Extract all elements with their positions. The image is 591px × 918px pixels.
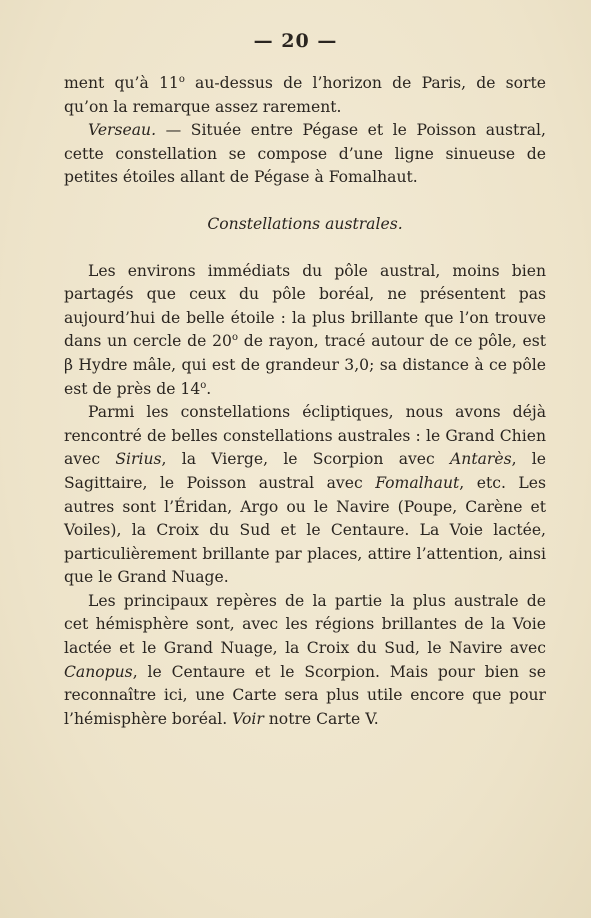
constellation-name: Verseau. xyxy=(88,121,157,140)
paragraph-4: Parmi les constellations écliptiques, nous avons déjà rencontré de belles constellations australes : le Grand Chien avec Sirius, la Vierge, le Scorpion avec Antarès, le Sagittaire, le Poisson austral avec Fomalhaut, etc. Les autres sont l’Éridan, Argo ou le Navire (Poupe, Carène et Voiles), la Croix du Sud et le Centaure. La Voie lactée, particulièrement brillante par places, attire l’attention, ainsi que le Grand Nuage. xyxy=(64,403,547,587)
star-name: Sirius xyxy=(115,450,162,469)
star-name: Canopus xyxy=(64,662,133,681)
paragraph-verseau: Verseau. — Située entre Pégase et le Poisson austral, cette constellation se compose d’une ligne sinueuse de petites étoiles allant de Pégase à Fomalhaut. xyxy=(64,121,546,187)
star-name: Fomalhaut xyxy=(375,473,460,492)
paragraph-3: Les environs immédiats du pôle austral, moins bien partagés que ceux du pôle boréal, ne présentent pas aujourd’hui de belle étoile : la plus brillante que l’on trouve dans un cercle de 20$^o$ de rayon, tracé autour de ce pôle, est β Hydre mâle, qui est de grandeur 3,0; sa distance à ce pôle est de près de 14$^o$. xyxy=(64,261,547,398)
degree-sign: o xyxy=(200,379,207,391)
page-number: — 20 — xyxy=(253,30,338,52)
degree-sign: o xyxy=(231,332,238,344)
degree-sign: o xyxy=(178,74,185,85)
paragraph-5: Les principaux repères de la partie la plus australe de cet hémisphère sont, avec les régions brillantes de la Voie lactée et le Grand Nuage, la Croix du Sud, le Navire avec Canopus, le Centaure et le Scorpion. Mais pour bien se reconnaître ici, une Carte sera plus utile encore que pour l’hémisphère boréal. Voir notre Carte V. xyxy=(64,591,546,728)
section-title: Constellations australes. xyxy=(207,214,403,233)
see-reference: Voir xyxy=(232,709,264,728)
star-name: Antarès xyxy=(450,450,512,469)
paragraph-1: ment qu’à 11$^o$ au-dessus de l’horizon de Paris, de sorte qu’on la remarque assez rarement. xyxy=(64,74,546,116)
text-block xyxy=(64,72,546,731)
